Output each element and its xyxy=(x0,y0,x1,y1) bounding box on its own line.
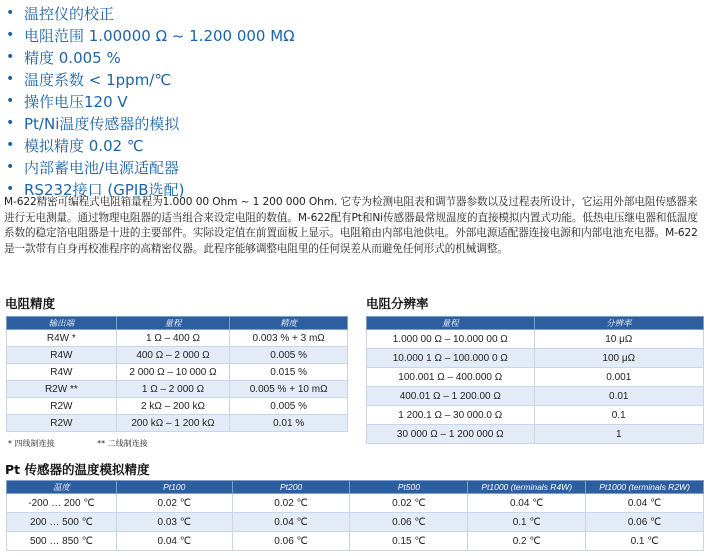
table-cell: 0.06 ℃ xyxy=(586,513,704,532)
pt-table xyxy=(6,480,704,551)
table-cell: 0.1 ℃ xyxy=(586,532,704,551)
product-description: M-622精密可编程式电阻箱量程为1.000 00 Ohm ~ 1 200 000 Ohm. 它专为检测电阻表和调节器参数以及过程表所设计，它运用外部电阻传感器来进行无电测量。通过物理电阻器的适当组合来设定电阻的数值。M-622配有Pt和Ni传感器最常规温度的直接模拟内置式功能。低热电压继电器和低温度系数的稳定箔电阻器是十进的主要部件。实际设定值在前置面板上显示。电阻箱由内部电池供电。外部电源适配器连接电源和内部电池充电器。M-622是一款带有自身再校准程序的高精密仪器。此程序能够调整电阻里的任何误差从而避免任何形式的机械调整。 xyxy=(4,196,698,255)
accuracy-table xyxy=(6,316,348,432)
table-cell: 100 μΩ xyxy=(534,349,703,368)
table-cell: 1 xyxy=(534,425,703,444)
table-row xyxy=(367,349,704,368)
resolution-table xyxy=(366,316,704,444)
feature-text: 电阻范围 1.00000 Ω ~ 1.200 000 MΩ xyxy=(24,26,295,45)
bullet-icon: • xyxy=(6,71,15,87)
table-row xyxy=(7,494,704,513)
column-header: 量程 xyxy=(367,317,535,330)
table-cell: R2W xyxy=(7,415,117,432)
feature-item xyxy=(6,156,706,178)
accuracy-title: 电阻精度 xyxy=(5,296,56,311)
table-row xyxy=(7,364,348,381)
bullet-icon: • xyxy=(6,115,15,131)
feature-item xyxy=(6,112,706,134)
column-header: Pt1000 (terminals R2W) xyxy=(586,481,704,494)
table-row xyxy=(7,415,348,432)
table-cell: 2 000 Ω – 10 000 Ω xyxy=(116,364,230,381)
table-cell: 0.005 % xyxy=(230,347,348,364)
table-cell: 0.04 ℃ xyxy=(586,494,704,513)
bullet-icon: • xyxy=(6,181,15,197)
table-row xyxy=(7,532,704,551)
feature-item xyxy=(6,68,706,90)
table-row xyxy=(7,330,348,347)
table-cell: 1 Ω – 2 000 Ω xyxy=(116,381,230,398)
table-cell: -200 … 200 ℃ xyxy=(7,494,117,513)
feature-text: RS232接口 (GPIB选配) xyxy=(24,180,185,199)
table-header-row xyxy=(367,317,704,330)
table-cell: 0.02 ℃ xyxy=(232,494,350,513)
feature-item xyxy=(6,24,706,46)
table-cell: 0.001 xyxy=(534,368,703,387)
feature-text: 精度 0.005 % xyxy=(24,48,121,67)
table-row xyxy=(7,381,348,398)
table-cell: R4W xyxy=(7,364,117,381)
table-cell: 0.015 % xyxy=(230,364,348,381)
table-cell: R2W xyxy=(7,398,117,415)
table-cell: 0.02 ℃ xyxy=(116,494,232,513)
table-cell: 0.005 % xyxy=(230,398,348,415)
feature-item xyxy=(6,134,706,156)
feature-item xyxy=(6,46,706,68)
table-cell: 0.01 xyxy=(534,387,703,406)
table-cell: 0.003 % + 3 mΩ xyxy=(230,330,348,347)
table-row xyxy=(367,387,704,406)
table-cell: 500 … 850 ℃ xyxy=(7,532,117,551)
feature-text: 模拟精度 0.02 ℃ xyxy=(24,136,144,155)
column-header: Pt500 xyxy=(350,481,468,494)
table-cell: 2 kΩ – 200 kΩ xyxy=(116,398,230,415)
table-cell: 0.2 ℃ xyxy=(468,532,586,551)
table-cell: 1 Ω – 400 Ω xyxy=(116,330,230,347)
table-cell: 0.1 xyxy=(534,406,703,425)
table-cell: 200 … 500 ℃ xyxy=(7,513,117,532)
feature-list xyxy=(6,2,706,200)
resolution-title: 电阻分辨率 xyxy=(366,296,429,311)
table-cell: 0.15 ℃ xyxy=(350,532,468,551)
table-row xyxy=(7,398,348,415)
bullet-icon: • xyxy=(6,137,15,153)
table-row xyxy=(367,406,704,425)
table-cell: 0.03 ℃ xyxy=(116,513,232,532)
table-header-row xyxy=(7,481,704,494)
feature-text: 内部蓄电池/电源适配器 xyxy=(24,158,180,177)
table-cell: 1 200.1 Ω – 30 000.0 Ω xyxy=(367,406,535,425)
table-cell: R4W xyxy=(7,347,117,364)
feature-text: 操作电压120 V xyxy=(24,92,128,111)
column-header: 输出端 xyxy=(7,317,117,330)
table-cell: 30 000 Ω – 1 200 000 Ω xyxy=(367,425,535,444)
table-cell: 0.04 ℃ xyxy=(468,494,586,513)
table-row xyxy=(367,425,704,444)
table-cell: 0.01 % xyxy=(230,415,348,432)
column-header: Pt100 xyxy=(116,481,232,494)
table-cell: 10 μΩ xyxy=(534,330,703,349)
feature-item xyxy=(6,2,706,24)
table-header-row xyxy=(7,317,348,330)
bullet-icon: • xyxy=(6,49,15,65)
feature-item xyxy=(6,90,706,112)
table-cell: 0.1 ℃ xyxy=(468,513,586,532)
table-cell: 10.000 1 Ω – 100.000 0 Ω xyxy=(367,349,535,368)
table-cell: 200 kΩ – 1 200 kΩ xyxy=(116,415,230,432)
table-cell: 400.01 Ω – 1 200.00 Ω xyxy=(367,387,535,406)
feature-text: Pt/Ni温度传感器的模拟 xyxy=(24,114,180,133)
table-cell: 0.04 ℃ xyxy=(116,532,232,551)
table-row xyxy=(7,513,704,532)
bullet-icon: • xyxy=(6,159,15,175)
column-header: 精度 xyxy=(230,317,348,330)
table-cell: 100.001 Ω – 400.000 Ω xyxy=(367,368,535,387)
table-cell: 0.04 ℃ xyxy=(232,513,350,532)
table-cell: 0.06 ℃ xyxy=(350,513,468,532)
table-cell: 0.06 ℃ xyxy=(232,532,350,551)
table-cell: R4W * xyxy=(7,330,117,347)
bullet-icon: • xyxy=(6,27,15,43)
note-two-wire: ** 二线制连接 xyxy=(97,439,148,448)
table-cell: 0.02 ℃ xyxy=(350,494,468,513)
column-header: 量程 xyxy=(116,317,230,330)
table-row xyxy=(367,330,704,349)
feature-text: 温度系数 < 1ppm/℃ xyxy=(24,70,172,89)
table-cell: 400 Ω – 2 000 Ω xyxy=(116,347,230,364)
table-cell: 0.005 % + 10 mΩ xyxy=(230,381,348,398)
feature-text: 温控仪的校正 xyxy=(24,4,115,23)
column-header: Pt200 xyxy=(232,481,350,494)
table-cell: R2W ** xyxy=(7,381,117,398)
column-header: Pt1000 (terminals R4W) xyxy=(468,481,586,494)
table-row xyxy=(367,368,704,387)
bullet-icon: • xyxy=(6,93,15,109)
note-four-wire: * 四线制连接 xyxy=(8,439,55,448)
accuracy-notes xyxy=(8,438,188,449)
table-cell: 1.000 00 Ω – 10.000 00 Ω xyxy=(367,330,535,349)
column-header: 温度 xyxy=(7,481,117,494)
table-row xyxy=(7,347,348,364)
column-header: 分辨率 xyxy=(534,317,703,330)
pt-title: Pt 传感器的温度模拟精度 xyxy=(5,462,150,477)
bullet-icon: • xyxy=(6,5,15,21)
